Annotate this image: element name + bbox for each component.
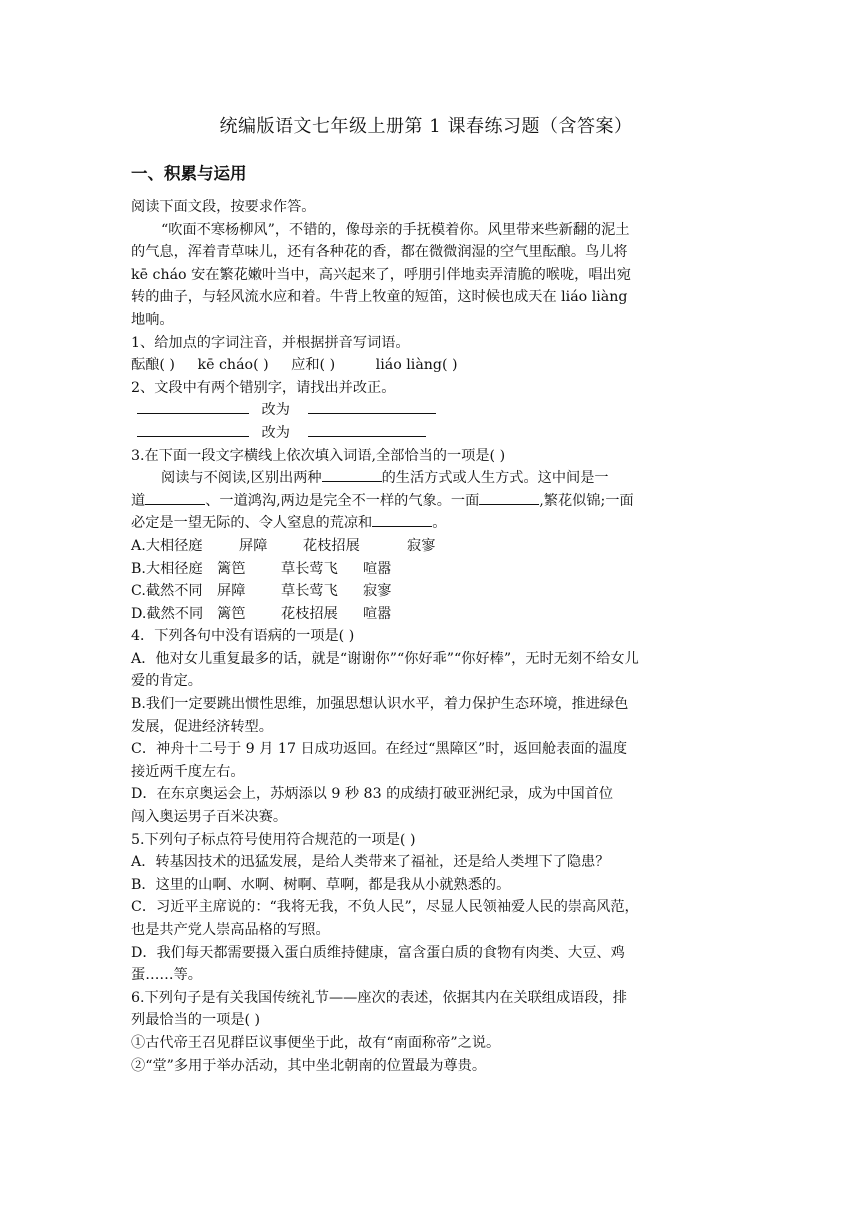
passage-line: 转的曲子，与轻风流水应和着。牛背上牧童的短笛，这时候也成天在 liáo liàng [131,289,628,306]
option-line: 闯入奥运男子百米决赛。 [131,809,288,826]
option-line: 接近两千度左右。 [131,763,245,780]
option-word: 寂寥 [363,583,392,600]
question-2 [131,377,731,445]
option-word: 喧嚣 [363,605,392,622]
option-word: 屏障 [239,537,268,554]
change-label: 改为 [261,424,290,441]
answer-blank[interactable] [372,512,432,527]
question-stem: 3.在下面一段文字横线上依次填入词语,全部恰当的一项是( ) [131,447,506,464]
option-word: 草长莺飞 [281,583,338,600]
instruction: 阅读下面文段，按要求作答。 [131,199,316,215]
fill-text: 。 [432,515,447,532]
option-word: 喧嚣 [363,560,392,577]
option-word: D.截然不同 [131,605,204,622]
option-b[interactable] [131,558,731,581]
option-line: 也是共产党人崇高品格的写照。 [131,922,330,938]
answer-blank[interactable] [479,490,539,505]
question-stem: 2、文段中有两个错别字，请找出并改正。 [131,379,396,396]
question-4 [131,625,731,828]
answer-blank[interactable] [308,422,426,437]
fill-text: 、一道鸿沟,两边是完全不一样的气象。一面 [205,492,480,509]
question-5 [131,829,731,987]
fill-text: 道 [131,492,146,509]
option-word: 花枝招展 [281,605,338,622]
answer-blank[interactable] [308,399,436,414]
option-line: 爱的肯定。 [131,673,202,690]
question-stem: 4．下列各句中没有语病的一项是( ) [131,628,355,645]
option-d[interactable] [131,603,731,626]
fill-text-line [131,467,731,490]
fill-text-line [131,490,731,513]
change-label: 改为 [261,402,290,419]
worksheet-page [131,112,731,1077]
option-line[interactable]: C．神舟十二号于 9 月 17 日成功返回。在经过“黑障区”时，返回舱表面的温度 [131,741,628,758]
option-line[interactable]: A．他对女儿重复最多的话，就是“谢谢你”“你好乖”“你好棒”，无时无刻不给女儿 [131,650,639,667]
option-c[interactable] [131,580,731,603]
statement-line: ②“堂”多用于举办活动，其中坐北朝南的位置最为尊贵。 [131,1057,487,1074]
fill-text: 阅读与不阅读,区别出两种 [161,470,322,487]
answer-blank[interactable] [137,399,249,414]
fill-text: 的生活方式或人生方式。这中间是一 [381,470,609,487]
option-word: 寂寥 [407,537,436,554]
option-word: 花枝招展 [303,537,360,554]
answer-item[interactable]: 应和( ) [291,357,336,374]
answer-blank[interactable] [145,490,205,505]
option-line[interactable]: B.我们一定要跳出惯性思维，加强思想认识水平，着力保护生态环境，推进绿色 [131,696,629,713]
question-stem: 6.下列句子是有关我国传统礼节——座次的表述，依据其内在关联组成语段，排 [131,989,627,1006]
answer-row [131,399,731,422]
option-line[interactable]: C．习近平主席说的：“我将无我，不负人民”，尽显人民领袖爱人民的崇高风范， [131,899,639,916]
question-6 [131,987,731,1077]
option-word: C.截然不同 [131,583,203,600]
answer-row [131,354,731,377]
answer-item[interactable]: kē cháo( ) [197,357,269,374]
answer-item[interactable]: 酝酿( ) [131,357,175,374]
answer-blank[interactable] [322,467,382,482]
option-word: 草长莺飞 [281,560,338,577]
question-3 [131,445,731,626]
option-line[interactable]: D．我们每天都需要摄入蛋白质维持健康，富含蛋白质的食物有肉类、大豆、鸡 [131,944,625,961]
document-title: 统编版语文七年级上册第 1 课春练习题（含答案） [219,116,633,137]
option-word: B.大相径庭 [131,560,203,577]
answer-item[interactable]: liáo liàng( ) [375,357,458,374]
option-line[interactable]: B．这里的山啊、水啊、树啊、草啊，都是我从小就熟悉的。 [131,876,511,893]
option-word: 屏障 [217,583,246,600]
option-line[interactable]: D．在东京奥运会上，苏炳添以 9 秒 83 的成绩打破亚洲纪录，成为中国首位 [131,786,614,803]
fill-text: 必定是一望无际的、令人窒息的荒凉和 [131,515,373,532]
reading-passage [131,219,731,332]
option-a[interactable] [131,535,731,558]
passage-line: “吹面不寒杨柳风”，不错的，像母亲的手抚模着你。风里带来些新翻的泥土 [161,221,630,238]
passage-line: 的气息，浑着青草味儿，还有各种花的香，都在微微润湿的空气里酝酿。鸟儿将 [131,244,628,261]
question-stem: 5.下列句子标点符号使用符合规范的一项是( ) [131,831,416,848]
answer-blank[interactable] [137,422,249,437]
answer-row [131,422,731,445]
passage-line: kē cháo 安在繁花嫩叶当中，高兴起来了，呼朋引伴地卖弄清脆的喉咙，唱出宛 [131,266,631,283]
passage-line: 地响。 [131,311,174,328]
question-1 [131,332,731,377]
option-line[interactable]: A．转基因技术的迅猛发展，是给人类带来了福祉，还是给人类埋下了隐患？ [131,854,610,871]
option-line: 蛋……等。 [131,967,202,984]
question-stem: 1、给加点的字词注音，并根据拼音写词语。 [131,334,410,351]
option-word: A.大相径庭 [131,537,203,554]
fill-text-line [131,512,731,535]
option-word: 篱笆 [217,560,246,577]
section-heading: 一、积累与运用 [131,164,247,183]
statement-line: ①古代帝王召见群臣议事便坐于此，故有“南面称帝”之说。 [131,1034,501,1051]
fill-text: ,繁花似锦;一面 [539,492,634,509]
question-stem: 列最恰当的一项是( ) [131,1012,261,1029]
option-line: 发展，促进经济转型。 [131,718,273,735]
option-word: 篱笆 [217,605,246,622]
